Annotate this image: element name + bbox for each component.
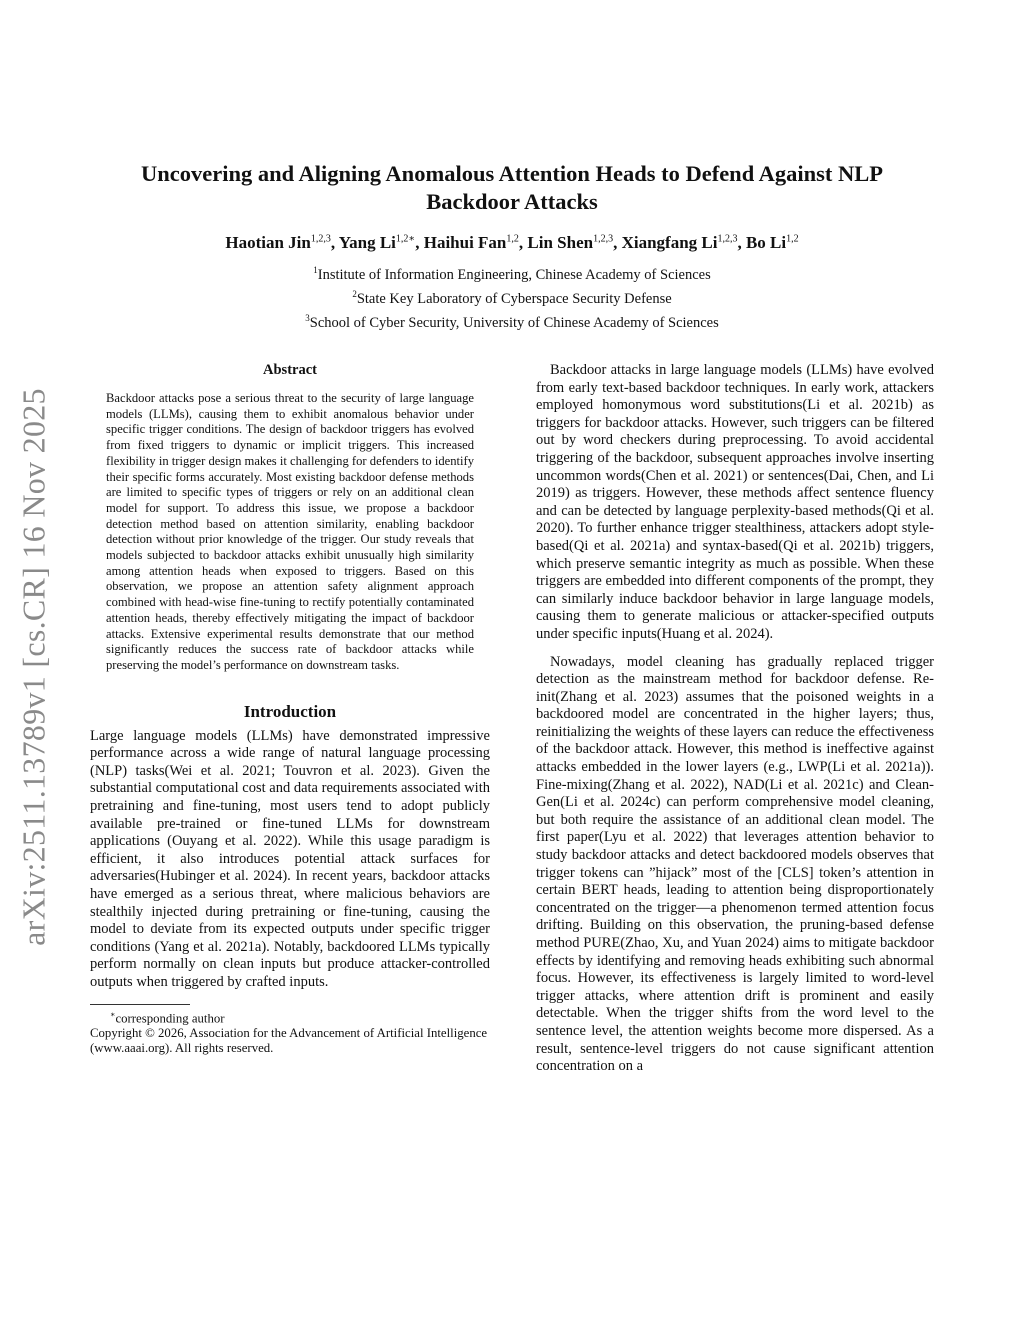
affiliation-line <box>100 285 924 309</box>
introduction-paragraph: Large language models (LLMs) have demonstrated impressive performance across a wide range of natural language processing (NLP) tasks(Wei et al. 2021; Touvron et al. 2023). Given the substantial computational cost and data requirements associated with pretraining and fine-tuning, most users tend to adopt publicly available pre-trained or fine-tuned LLMs for downstream applications (Ouyang et al. 2022). While this usage paradigm is efficient, it also introduces potential attack surfaces for adversaries(Hubinger et al. 2024). In recent years, backdoor attacks have emerged as a serious threat, where malicious behaviors are stealthily injected during pretraining or fine-tuning, causing the model to deviate from its expected outputs under specific trigger conditions (Yang et al. 2021a). Notably, backdoored LLMs typically perform normally on clean inputs but produce attacker-controlled outputs when triggered by crafted inputs. <box>90 727 490 990</box>
author-name: Bo Li <box>745 233 787 252</box>
author-affiliation-marker: 1,2,3 <box>717 233 738 245</box>
author-name: Haotian Jin <box>225 233 311 252</box>
abstract-text: Backdoor attacks pose a serious threat to the security of large language models (LLMs), causing them to exhibit anomalous behavior under specific trigger conditions. The design of backdoor triggers has evolved from fixed triggers to dynamic or implicit triggers. This increased flexibility in trigger design makes it challenging for defenders to identify their specific forms accurately. Most existing backdoor defense methods are limited to specific types of triggers or rely on an additional clean model for support. To address this issue, we propose a backdoor detection method based on attention similarity, enabling backdoor detection without prior knowledge of the trigger. Our study reveals that models subjected to backdoor attacks exhibit unusually high similarity among attention heads when exposed to triggers. Based on this observation, we propose an attention safety alignment approach combined with head-wise fine-tuning to rectify potentially contaminated attention heads, thereby effectively mitigating the impact of backdoor attacks. Extensive experimental results demonstrate that our method significantly reduces the success rate of backdoor attacks while preserving the model’s performance on downstream tasks. <box>106 391 474 672</box>
author-name: Yang Li <box>338 233 396 252</box>
affiliation-text: State Key Laboratory of Cyberspace Security Defense <box>356 290 672 307</box>
author-list <box>100 233 924 253</box>
author-name: Lin Shen <box>527 233 594 252</box>
author-affiliation-marker: 1,2 <box>506 233 519 245</box>
author-separator: , <box>330 233 339 252</box>
abstract-heading: Abstract <box>263 362 317 378</box>
author-name: Xiangfang Li <box>621 233 718 252</box>
introduction-heading: Introduction <box>243 701 337 721</box>
body-paragraph: Nowadays, model cleaning has gradually replaced trigger detection as the mainstream method for backdoor defense. Re-init(Zhang et al. 2023) assumes that the poisoned weights in a backdoored model are concentrated in the higher layers; thus, reinitializing the weights of these layers can reduce the effectiveness of the backdoor attack. However, this method is ineffective against attacks embedded in the lower layers (e.g., LWP(Li et al. 2021a)). Fine-mixing(Zhang et al. 2022), NAD(Li et al. 2021c) and Clean-Gen(Li et al. 2024c) can perform comprehensive model cleaning, but both require the assistance of an additional clean model. The first paper(Lyu et al. 2022) that leverages attention behavior to study backdoor attacks and detect backdoored models observes that trigger tokens can ”hijack” most of the [CLS] token’s attention in certain BERT heads, leading to attention being disproportionately concentrated on the trigger—a phenomenon termed attention focus drifting. Building on this observation, the pruning-based defense method PURE(Zhao, Xu, and Yuan 2024) aims to mitigate backdoor effects by identifying and removing heads exhibiting such abnormal focus. However, its effectiveness is largely limited to word-level trigger attacks, where attention drift is prominent and easily detectable. When the trigger shifts from the word level to the sentence level, the attention weights become more dispersed. As a result, sentence-level triggers do not cause significant attention concentration on a <box>536 653 934 1075</box>
author-affiliation-marker: 1,2∗ <box>395 233 416 245</box>
left-column <box>90 362 490 1056</box>
author-affiliation-marker: 1,2,3 <box>593 233 614 245</box>
footnote-marker: ∗ <box>110 1009 116 1019</box>
affiliation-line <box>100 309 924 333</box>
affiliation-text: School of Cyber Security, University of Chinese Academy of Sciences <box>309 314 719 331</box>
right-column <box>536 362 934 1076</box>
author-affiliation-marker: 1,2,3 <box>310 233 331 245</box>
footnote-rule <box>90 1004 190 1005</box>
footnote-text: corresponding author <box>115 1010 225 1025</box>
author-separator: , <box>613 233 622 252</box>
author-separator: , <box>737 233 746 252</box>
author-separator: , <box>518 233 528 252</box>
author-affiliation-marker: 1,2 <box>786 233 799 245</box>
paper-title: Uncovering and Aligning Anomalous Attention Heads to Defend Against NLP Backdoor Attacks <box>141 161 883 214</box>
affiliation-marker: 3 <box>305 312 310 323</box>
affiliation-marker: 1 <box>313 265 318 275</box>
author-name: Haihui Fan <box>423 233 507 252</box>
copyright-notice: Copyright © 2026, Association for the Advancement of Artificial Intelligence (www.aaai.org). All rights reserved. <box>90 1025 488 1055</box>
arxiv-identifier: arXiv:2511.13789v1 [cs.CR] 16 Nov 2025 <box>15 388 52 946</box>
footnote <box>90 1007 490 1026</box>
affiliation-list <box>100 261 924 332</box>
body-paragraph: Backdoor attacks in large language models (LLMs) have evolved from early text-based backdoor techniques. In early work, attackers employed homonymous word substitutions(Li et al. 2021b) as triggers for backdoor attacks. However, such triggers can be filtered out by word checkers during preprocessing. To avoid accidental triggering of the backdoor, subsequent approaches involve inserting uncommon words(Chen et al. 2021) or sentences(Dai, Chen, and Li 2019) as triggers. However, these methods affect sentence fluency and can be detected by language perplexity-based methods(Qi et al. 2020). To further enhance trigger stealthiness, attackers adopt style-based(Qi et al. 2021a) and syntax-based(Qi et al. 2021b) triggers, which preserve semantic integrity as much as possible. When these triggers are embedded into different components of the prompt, they can similarly induce backdoor behavior in large language models, causing them to generate malicious or attacker-specified outputs under specific inputs(Huang et al. 2024). <box>536 362 934 642</box>
author-separator: , <box>415 233 424 252</box>
arxiv-sidebar <box>8 362 60 972</box>
affiliation-text: Institute of Information Engineering, Chinese Academy of Sciences <box>317 266 711 283</box>
affiliation-line <box>100 261 924 285</box>
affiliation-marker: 2 <box>352 288 357 299</box>
